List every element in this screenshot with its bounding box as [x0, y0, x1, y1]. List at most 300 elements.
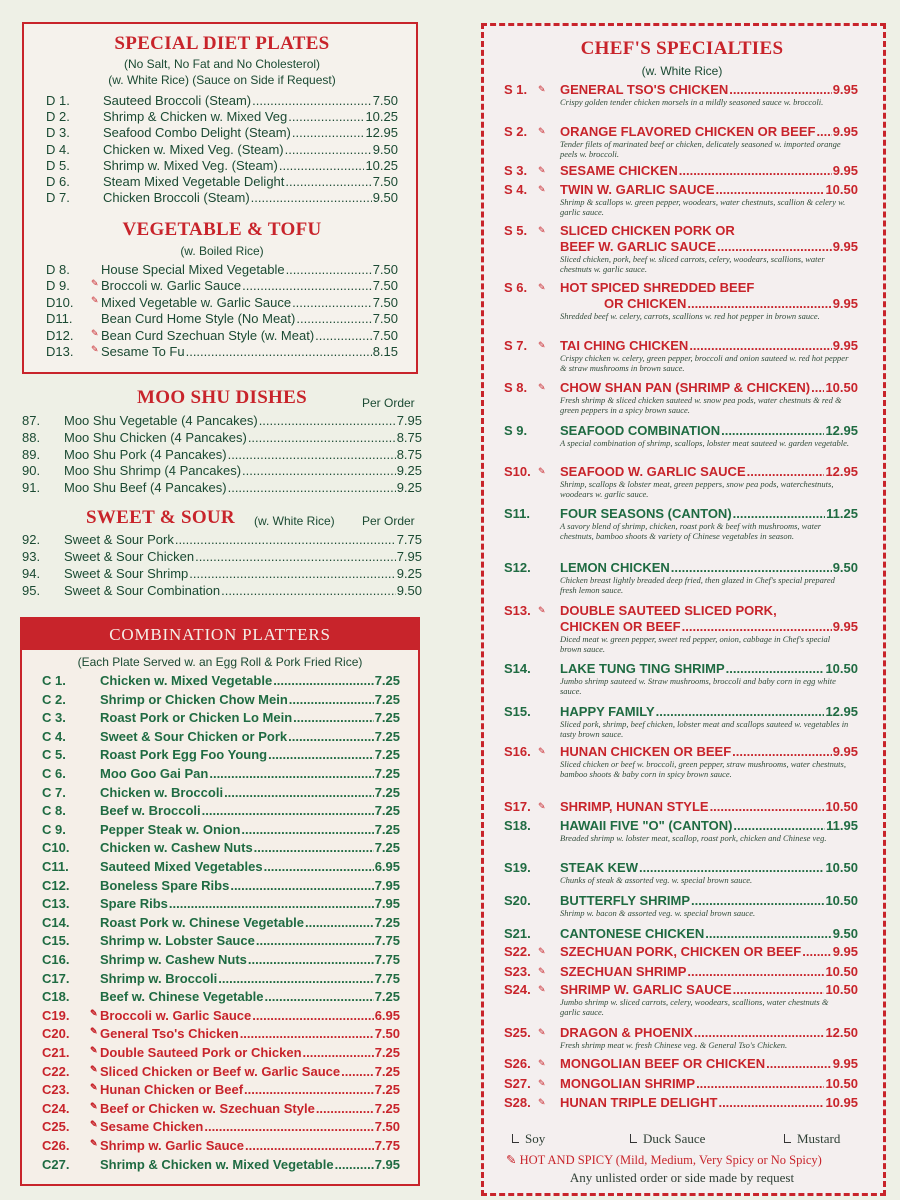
chef-item-name: SHRIMP W. GARLIC SAUCE: [560, 982, 732, 997]
chef-item-name: DOUBLE SAUTEED SLICED PORK,: [560, 603, 777, 618]
chef-item-code: S20.: [504, 893, 531, 908]
menu-item: [46, 109, 398, 124]
item-code: C 9.: [42, 821, 66, 837]
menu-item: [46, 142, 398, 157]
item-code: C14.: [42, 914, 70, 930]
hot-spicy-icon: ✎: [90, 1082, 98, 1093]
chef-item-name-line: [560, 661, 858, 676]
item-name: Beef w. Broccoli: [100, 803, 201, 819]
menu-item: [42, 729, 400, 744]
chef-item-description: Sliced chicken or beef w. broccoli, green pepper, straw mushrooms, water chestnuts, bamboo shoots & baby corn in spicy brown sauce.: [560, 759, 846, 779]
leader-dots: [248, 430, 396, 445]
hot-spicy-icon: ✎: [538, 984, 546, 994]
special-diet-title: SPECIAL DIET PLATES: [114, 33, 330, 54]
chef-item-name-line: [560, 560, 858, 575]
item-price: 7.75: [374, 952, 400, 967]
chef-item-code: S17.: [504, 799, 531, 814]
item-price: 7.25: [374, 710, 400, 726]
menu-item: [42, 1064, 400, 1079]
chef-item-name: TWIN W. GARLIC SAUCE: [560, 182, 715, 197]
leader-dots: [242, 463, 396, 478]
item-name: Mixed Vegetable w. Garlic Sauce: [101, 294, 292, 310]
chef-item-name-line: [560, 982, 858, 997]
leader-dots: [694, 1025, 825, 1040]
chef-item-name: HAWAII FIVE "O" (CANTON): [560, 818, 733, 833]
sweet-sour-per-order: Per Order: [362, 514, 415, 528]
item-price: 7.25: [374, 821, 400, 837]
item-price: 7.25: [374, 914, 400, 930]
chef-item-code: S13.: [504, 603, 531, 618]
chef-item-name-line: [560, 239, 858, 254]
item-price: 7.25: [374, 1100, 400, 1116]
chef-item-code: S16.: [504, 744, 531, 759]
leader-dots: [245, 1138, 374, 1153]
chef-item-name: BEEF W. GARLIC SAUCE: [560, 239, 717, 254]
chef-note: (w. White Rice): [641, 64, 723, 78]
menu-item: [42, 785, 400, 800]
chef-item-name: SZECHUAN PORK, CHICKEN OR BEEF: [560, 944, 802, 959]
chef-item-price: 9.95: [832, 296, 858, 311]
item-name: Moo Goo Gai Pan: [100, 766, 209, 781]
item-code: D 1.: [46, 93, 70, 108]
leader-dots: [733, 506, 826, 521]
item-price: 9.50: [372, 141, 398, 157]
chef-item-name-line: [560, 1095, 858, 1110]
leader-dots: [296, 311, 371, 326]
chef-item-price: 9.50: [832, 926, 858, 941]
chef-item-name: MONGOLIAN SHRIMP: [560, 1076, 696, 1091]
item-name: Beef or Chicken w. Szechuan Style: [100, 1100, 315, 1116]
item-price: 7.25: [374, 1063, 400, 1079]
chef-item-name: SLICED CHICKEN PORK OR: [560, 223, 735, 238]
chef-item-name: LEMON CHICKEN: [560, 560, 670, 575]
chef-item-price: 10.50: [825, 982, 858, 997]
hot-spicy-icon: ✎: [538, 946, 546, 956]
item-name: Sweet & Sour Chicken or Pork: [100, 728, 288, 744]
menu-item: [22, 430, 422, 445]
leader-dots: [204, 1119, 373, 1134]
menu-item: [46, 174, 398, 189]
chef-item-name: CHICKEN OR BEEF: [560, 619, 681, 634]
chef-item-price: 12.50: [825, 1025, 858, 1040]
chef-item-description: Crispy golden tender chicken morsels in a mildly seasoned sauce w. broccoli.: [560, 97, 824, 107]
item-name: Roast Pork or Chicken Lo Mein: [100, 710, 293, 726]
item-price: 7.25: [374, 989, 400, 1005]
menu-item: [22, 549, 422, 564]
chef-item-name-line: [560, 380, 858, 395]
chef-item-description: Shrimp w. bacon & assorted veg. w. special brown sauce.: [560, 908, 756, 918]
chef-item-description: Sliced pork, shrimp, beef chicken, lobster meat and scallops sauteed w. vegetables in tasty brown sauce.: [560, 719, 849, 739]
menu-item: [22, 566, 422, 581]
menu-item: [42, 1045, 400, 1060]
chef-item-name: BUTTERFLY SHRIMP: [560, 893, 691, 908]
hot-spicy-icon: ✎: [91, 327, 99, 338]
chef-item-code: S 7.: [504, 338, 528, 353]
chef-item-price: 9.95: [832, 163, 858, 178]
item-name: Chicken w. Broccoli: [100, 784, 224, 800]
hot-spicy-icon: ✎: [538, 1078, 546, 1088]
chef-item-price: 10.50: [825, 893, 858, 908]
item-name: Spare Ribs: [100, 896, 168, 912]
item-price: 7.50: [372, 327, 398, 343]
menu-item: [42, 747, 400, 762]
leader-dots: [186, 344, 372, 359]
item-price: 9.50: [372, 190, 398, 206]
leader-dots: [259, 413, 396, 428]
item-name: Steam Mixed Vegetable Delight: [103, 174, 285, 189]
leader-dots: [251, 190, 372, 205]
chef-item-price: 10.50: [825, 964, 858, 979]
item-code: C 1.: [42, 673, 66, 688]
chef-item-code: S22.: [504, 944, 531, 959]
item-price: 9.25: [396, 463, 422, 479]
chef-item-name: STEAK KEW: [560, 860, 638, 875]
item-price: 7.75: [374, 933, 400, 949]
leader-dots: [811, 380, 824, 395]
leader-dots: [228, 447, 396, 462]
leader-dots: [716, 182, 825, 197]
leader-dots: [292, 125, 365, 140]
chef-item-name: CANTONESE CHICKEN: [560, 926, 705, 941]
item-code: C 6.: [42, 766, 66, 781]
chef-item-name-line: [560, 163, 858, 178]
chef-item-code: S 6.: [504, 280, 528, 295]
item-name: Bean Curd Szechuan Style (w. Meat): [101, 327, 315, 343]
hot-spicy-icon: ✎: [538, 84, 546, 94]
leader-dots: [221, 583, 396, 598]
chef-item-price: 10.50: [825, 182, 858, 197]
chef-item-code: S25.: [504, 1025, 531, 1040]
item-name: Shrimp w. Cashew Nuts: [100, 952, 247, 967]
item-code: C 2.: [42, 691, 66, 707]
menu-item: [42, 896, 400, 911]
chef-item-description: Jumbo shrimp sauteed w. Straw mushrooms, broccoli and baby corn in egg white sauce.: [560, 676, 836, 696]
chef-item-code: S 5.: [504, 223, 528, 238]
item-price: 7.50: [372, 311, 398, 327]
leader-dots: [209, 766, 373, 781]
chef-item-price: 10.50: [825, 799, 858, 814]
chef-item-code: S14.: [504, 661, 531, 676]
leader-dots: [705, 926, 831, 941]
menu-item: [42, 803, 400, 818]
chef-item-price: 10.50: [825, 1076, 858, 1091]
leader-dots: [717, 239, 832, 254]
chef-item-name-line: [560, 799, 858, 814]
chef-item-code: S23.: [504, 964, 531, 979]
hot-spicy-icon: ✎: [538, 184, 546, 194]
leader-dots: [242, 278, 372, 293]
leader-dots: [732, 744, 832, 759]
menu-item: [22, 532, 422, 547]
mustard-label: Mustard: [797, 1131, 841, 1146]
menu-item: [42, 1082, 400, 1097]
leader-dots: [305, 915, 374, 930]
menu-item: [46, 190, 398, 205]
menu-item: [42, 933, 400, 948]
leader-dots: [285, 142, 372, 157]
chef-item-code: S 4.: [504, 182, 528, 197]
item-name: Broccoli w. Garlic Sauce: [100, 1007, 252, 1023]
leader-dots: [195, 549, 396, 564]
item-code: 93.: [22, 549, 41, 564]
item-code: D 7.: [46, 190, 70, 206]
item-price: 7.25: [374, 1082, 400, 1098]
hot-spicy-icon: ✎: [91, 294, 99, 305]
leader-dots: [802, 944, 831, 959]
item-code: 95.: [22, 583, 41, 598]
item-name: Double Sauteed Pork or Chicken: [100, 1045, 302, 1060]
chef-item-code: S12.: [504, 560, 531, 575]
chef-item-price: 10.95: [825, 1095, 858, 1110]
chef-item-description: Fresh shrimp & sliced chicken sauteed w. snow pea pods, water chestnuts & red & green peppers in a spicy brown sauce.: [560, 395, 842, 415]
item-price: 7.25: [374, 728, 400, 744]
leader-dots: [264, 859, 374, 874]
chef-item-description: Chicken breast lightly breaded deep fried, then glazed in Chef's special prepared fresh lemon sauce.: [560, 575, 835, 595]
menu-item: [46, 93, 398, 108]
chef-item-code: S 1.: [504, 82, 528, 97]
chef-item-name-line: [560, 926, 858, 941]
chef-item-name: HUNAN CHICKEN OR BEEF: [560, 744, 732, 759]
item-code: C10.: [42, 840, 70, 856]
item-price: 10.25: [365, 109, 398, 125]
hot-spicy-icon: ✎: [90, 1119, 98, 1130]
item-price: 9.50: [396, 583, 422, 598]
menu-item: [42, 1138, 400, 1153]
leader-dots: [228, 480, 396, 495]
chef-item-name-line: [560, 818, 858, 833]
menu-item: [42, 1119, 400, 1134]
chef-item-code: S 8.: [504, 380, 528, 395]
sweet-sour-note: (w. White Rice): [254, 514, 335, 528]
chef-item-code: S27.: [504, 1076, 531, 1091]
chef-item-price: 10.50: [825, 380, 858, 395]
chef-item-name-line: [560, 223, 880, 238]
menu-item: [42, 859, 400, 874]
leader-dots: [766, 1056, 832, 1071]
hot-spicy-icon: ✎: [91, 344, 99, 354]
item-price: 12.95: [365, 125, 398, 141]
item-code: 87.: [22, 413, 41, 428]
leader-dots: [656, 704, 825, 719]
item-code: 89.: [22, 446, 41, 462]
menu-item: [42, 1157, 400, 1172]
menu-item: [42, 840, 400, 855]
leader-dots: [639, 860, 824, 875]
chef-item-description: Crispy chicken w. celery, green pepper, broccoli and onion sauteed w. red hot pepper & straw mushrooms in brown sauce.: [560, 353, 849, 373]
item-code: C11.: [42, 859, 69, 874]
menu-item: [46, 344, 398, 359]
hot-spicy-icon: ✎: [91, 278, 99, 289]
leader-dots: [696, 1076, 824, 1091]
hot-spicy-icon: ✎: [90, 1045, 98, 1055]
item-name: Roast Pork Egg Foo Young: [100, 747, 268, 763]
item-price: 7.95: [374, 1156, 400, 1172]
item-code: 92.: [22, 532, 41, 547]
leader-dots: [733, 818, 825, 833]
leader-dots: [218, 971, 373, 986]
chef-item-code: S28.: [504, 1095, 531, 1110]
chef-item-price: 12.95: [825, 423, 858, 438]
hot-spicy-icon: ✎: [538, 225, 546, 235]
hot-spicy-icon: ✎: [90, 1007, 98, 1018]
chef-item-description: Tender filets of marinated beef or chicken, delicately seasoned w. imported orange peels w. broccoli.: [560, 139, 841, 159]
item-name: Sweet & Sour Pork: [64, 532, 174, 547]
item-code: C 7.: [42, 784, 66, 800]
item-code: D 8.: [46, 262, 70, 277]
leader-dots: [691, 893, 824, 908]
item-name: Roast Pork w. Chinese Vegetable: [100, 914, 304, 930]
leader-dots: [710, 799, 825, 814]
item-price: 9.25: [396, 566, 422, 581]
combination-title: COMBINATION PLATTERS: [109, 625, 331, 644]
leader-dots: [747, 464, 825, 479]
item-name: Pepper Steak w. Onion: [100, 821, 241, 837]
chef-item-name: ORANGE FLAVORED CHICKEN OR BEEF: [560, 124, 816, 139]
leader-dots: [726, 661, 825, 676]
item-code: C20.: [42, 1026, 70, 1042]
item-price: 7.50: [372, 174, 398, 189]
menu-item: [22, 480, 422, 495]
hot-spicy-icon: ✎: [538, 165, 546, 175]
leader-dots: [240, 1026, 374, 1041]
hot-spicy-icon: ✎: [538, 282, 546, 292]
menu-item: [42, 915, 400, 930]
combination-note: (Each Plate Served w. an Egg Roll & Pork Fried Rice): [77, 655, 363, 669]
item-name: Chicken w. Cashew Nuts: [100, 840, 253, 856]
item-price: 7.25: [374, 784, 400, 800]
leader-dots: [687, 964, 824, 979]
item-price: 8.75: [396, 446, 422, 462]
leader-dots: [718, 1095, 824, 1110]
item-code: C16.: [42, 952, 70, 967]
item-price: 6.95: [374, 859, 400, 874]
item-name: Sesame To Fu: [101, 344, 185, 359]
item-price: 7.50: [372, 278, 398, 294]
chef-item-code: S24.: [504, 982, 531, 997]
hot-spicy-note: [506, 1152, 878, 1168]
item-name: Sesame Chicken: [100, 1119, 204, 1135]
chef-item-price: 10.50: [825, 661, 858, 676]
chef-item-name-line: [560, 182, 858, 197]
hot-spicy-icon: ✎: [538, 1027, 546, 1037]
leader-dots: [273, 673, 374, 688]
chef-item-code: S21.: [504, 926, 531, 941]
item-name: Moo Shu Vegetable (4 Pancakes): [64, 413, 258, 428]
chef-item-description: A special combination of shrimp, scallops, lobster meat sauteed w. garden vegetable.: [560, 438, 850, 448]
item-name: House Special Mixed Vegetable: [101, 262, 285, 277]
chef-item-description: A savory blend of shrimp, chicken, roast pork & beef with mushrooms, water chestnuts, bamboo shoots & variety of Chinese vegetables in season.: [560, 521, 822, 541]
duck-sauce-option: [630, 1131, 705, 1147]
chef-item-name: DRAGON & PHOENIX: [560, 1025, 693, 1040]
item-price: 7.50: [372, 294, 398, 310]
item-code: D11.: [46, 311, 73, 327]
leader-dots: [721, 423, 824, 438]
chef-item-name: HOT SPICED SHREDDED BEEF: [560, 280, 755, 295]
item-name: Shrimp w. Mixed Veg. (Steam): [103, 157, 278, 173]
chef-item-name: TAI CHING CHICKEN: [560, 338, 689, 353]
item-price: 7.75: [374, 1138, 400, 1153]
menu-item: [46, 125, 398, 140]
chef-item-price: 11.25: [826, 506, 858, 521]
chef-item-description: Sliced chicken, pork, beef w. sliced carrots, celery, woodears, scallions, water chestnuts w. garlic sauce.: [560, 254, 825, 274]
item-name: Broccoli w. Garlic Sauce: [101, 278, 242, 294]
menu-item: [46, 262, 398, 277]
item-name: Shrimp w. Broccoli: [100, 970, 218, 986]
item-code: C 4.: [42, 728, 66, 744]
item-price: 8.15: [372, 344, 398, 359]
chef-item-price: 9.95: [832, 619, 858, 634]
combination-banner: [22, 619, 418, 650]
chef-item-name: SESAME CHICKEN: [560, 163, 678, 178]
chef-item-name-line: [560, 1025, 858, 1040]
leader-dots: [288, 109, 364, 124]
leader-dots: [189, 566, 395, 581]
item-name: General Tso's Chicken: [100, 1026, 239, 1042]
menu-item: [42, 692, 400, 707]
hot-spicy-icon: ✎: [538, 340, 546, 350]
menu-item: [42, 989, 400, 1004]
leader-dots: [315, 328, 372, 343]
hot-spicy-icon: ✎: [506, 1153, 517, 1167]
leader-dots: [729, 82, 831, 97]
duck-sauce-checkbox: [630, 1134, 637, 1143]
item-name: Boneless Spare Ribs: [100, 877, 230, 893]
menu-item: [42, 710, 400, 725]
menu-item: [42, 952, 400, 967]
item-code: D 3.: [46, 125, 70, 141]
leader-dots: [335, 1157, 374, 1172]
leader-dots: [285, 174, 371, 189]
unlisted-note: Any unlisted order or side made by request: [569, 1170, 795, 1185]
item-price: 7.50: [372, 262, 398, 277]
menu-item: [22, 447, 422, 462]
item-code: D 6.: [46, 174, 70, 189]
chef-item-description: Shrimp & scallops w. green pepper, woodears, water chestnuts, scallion & celery w. garlic sauce.: [560, 197, 846, 217]
item-name: Moo Shu Shrimp (4 Pancakes): [64, 463, 242, 479]
item-price: 7.25: [374, 766, 400, 781]
chef-item-code: S10.: [504, 464, 531, 479]
item-price: 7.25: [374, 747, 400, 763]
leader-dots: [289, 692, 374, 707]
menu-item: [46, 295, 398, 310]
moo-shu-title: MOO SHU DISHES: [137, 387, 307, 408]
menu-item: [46, 311, 398, 326]
chef-item-price: 12.95: [825, 704, 858, 719]
leader-dots: [689, 338, 831, 353]
item-name: Shrimp w. Garlic Sauce: [100, 1138, 245, 1153]
chef-item-name: OR CHICKEN: [604, 296, 687, 311]
leader-dots: [241, 822, 373, 837]
menu-item: [42, 878, 400, 893]
leader-dots: [733, 982, 825, 997]
mustard-option: [784, 1131, 840, 1147]
item-name: Sweet & Sour Combination: [64, 583, 221, 598]
chef-item-name-line: [560, 944, 858, 959]
leader-dots: [256, 933, 374, 948]
leader-dots: [671, 560, 832, 575]
item-price: 7.25: [374, 803, 400, 819]
menu-item: [42, 1026, 400, 1041]
leader-dots: [175, 532, 396, 547]
item-price: 10.25: [365, 157, 398, 173]
item-price: 7.25: [374, 691, 400, 707]
hot-spicy-icon: ✎: [90, 1026, 98, 1037]
item-code: C12.: [42, 877, 70, 893]
chef-item-name-line: [560, 893, 858, 908]
chef-item-price: 9.50: [832, 560, 858, 575]
menu-item: [42, 822, 400, 837]
hot-spicy-icon: ✎: [90, 1063, 98, 1074]
